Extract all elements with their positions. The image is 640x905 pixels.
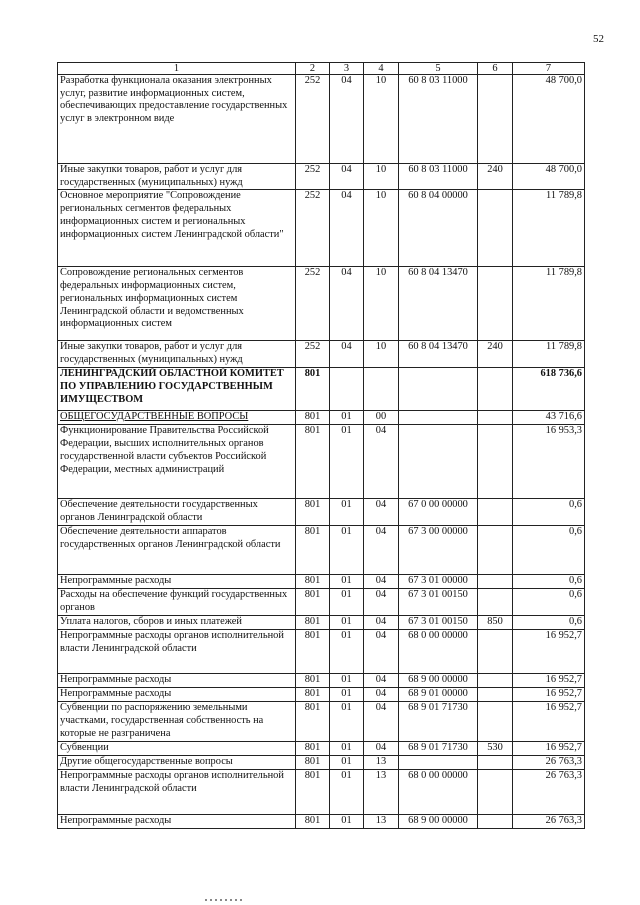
row-rz: 01 [330, 815, 364, 829]
scan-artifact [205, 899, 245, 901]
row-sum: 0,6 [513, 589, 585, 616]
row-csr: 60 8 03 11000 [399, 164, 478, 190]
row-rz: 01 [330, 756, 364, 770]
row-ved: 801 [296, 526, 330, 575]
row-csr: 68 9 01 71730 [399, 742, 478, 756]
row-name: Основное мероприятие "Сопровождение региональных сегментов федеральных информационных систем и региональных информационных систем Ленинградской области" [58, 190, 296, 267]
row-csr: 68 9 01 71730 [399, 702, 478, 742]
row-ved: 252 [296, 75, 330, 164]
row-pr: 13 [364, 815, 399, 829]
row-sum: 16 952,7 [513, 674, 585, 688]
row-ved: 801 [296, 499, 330, 526]
row-vr [478, 425, 513, 499]
row-vr [478, 75, 513, 164]
row-name: Другие общегосударственные вопросы [58, 756, 296, 770]
row-name: Непрограммные расходы органов исполнительной власти Ленинградской области [58, 770, 296, 815]
row-name: Сопровождение региональных сегментов федеральных информационных систем, региональных информационных систем Ленинградской области и ведомственных информационных систем [58, 267, 296, 341]
row-name: Уплата налогов, сборов и иных платежей [58, 616, 296, 630]
row-csr: 68 9 01 00000 [399, 688, 478, 702]
row-pr: 10 [364, 341, 399, 368]
row-name: Непрограммные расходы [58, 688, 296, 702]
row-vr [478, 411, 513, 425]
row-vr [478, 589, 513, 616]
col-header-csr: 5 [399, 63, 478, 75]
row-sum: 0,6 [513, 499, 585, 526]
row-rz: 01 [330, 575, 364, 589]
row-vr [478, 526, 513, 575]
row-csr: 67 3 01 00150 [399, 616, 478, 630]
row-sum: 16 952,7 [513, 630, 585, 674]
row-ved: 801 [296, 425, 330, 499]
page-number: 52 [593, 33, 604, 45]
row-vr [478, 688, 513, 702]
row-ved: 801 [296, 815, 330, 829]
row-sum: 16 952,7 [513, 702, 585, 742]
table-row [58, 589, 585, 616]
row-name: Иные закупки товаров, работ и услуг для государственных (муниципальных) нужд [58, 164, 296, 190]
row-rz: 04 [330, 164, 364, 190]
row-ved: 801 [296, 688, 330, 702]
row-csr: 68 0 00 00000 [399, 630, 478, 674]
row-vr [478, 815, 513, 829]
row-rz: 01 [330, 616, 364, 630]
row-csr [399, 368, 478, 411]
row-ved: 252 [296, 164, 330, 190]
col-header-pr: 4 [364, 63, 399, 75]
row-name: Непрограммные расходы [58, 815, 296, 829]
row-pr: 04 [364, 425, 399, 499]
row-sum: 0,6 [513, 616, 585, 630]
row-rz: 01 [330, 688, 364, 702]
row-name: ОБЩЕГОСУДАРСТВЕННЫЕ ВОПРОСЫ [58, 411, 296, 425]
row-vr [478, 190, 513, 267]
row-pr: 04 [364, 526, 399, 575]
row-sum: 0,6 [513, 575, 585, 589]
row-csr: 67 3 01 00000 [399, 575, 478, 589]
row-name: Непрограммные расходы [58, 575, 296, 589]
row-ved: 801 [296, 589, 330, 616]
row-name: Иные закупки товаров, работ и услуг для государственных (муниципальных) нужд [58, 341, 296, 368]
row-vr [478, 368, 513, 411]
row-rz: 01 [330, 589, 364, 616]
row-rz [330, 368, 364, 411]
table-row [58, 770, 585, 815]
row-ved: 801 [296, 770, 330, 815]
row-name: Функционирование Правительства Российской Федерации, высших исполнительных органов государственной власти субъектов Российской Федерации, местных администраций [58, 425, 296, 499]
row-ved: 801 [296, 411, 330, 425]
row-sum: 16 952,7 [513, 742, 585, 756]
table-row [58, 425, 585, 499]
row-ved: 801 [296, 702, 330, 742]
budget-table [57, 62, 585, 829]
row-vr [478, 575, 513, 589]
row-rz: 01 [330, 425, 364, 499]
row-ved: 801 [296, 630, 330, 674]
row-vr [478, 756, 513, 770]
row-pr: 10 [364, 267, 399, 341]
row-sum: 0,6 [513, 526, 585, 575]
table-row [58, 702, 585, 742]
row-sum: 11 789,8 [513, 267, 585, 341]
table-row [58, 674, 585, 688]
row-vr: 850 [478, 616, 513, 630]
table-row [58, 75, 585, 164]
row-pr: 04 [364, 616, 399, 630]
row-ved: 252 [296, 190, 330, 267]
row-csr: 60 8 03 11000 [399, 75, 478, 164]
row-vr: 240 [478, 341, 513, 368]
row-name: Разработка функционала оказания электронных услуг, развитие информационных систем, обеспечивающих предоставление государственных услуг в электронном виде [58, 75, 296, 164]
row-rz: 01 [330, 742, 364, 756]
row-rz: 04 [330, 341, 364, 368]
table-row [58, 526, 585, 575]
row-vr [478, 499, 513, 526]
row-csr: 60 8 04 13470 [399, 341, 478, 368]
row-pr: 04 [364, 742, 399, 756]
table-row [58, 499, 585, 526]
row-pr: 10 [364, 164, 399, 190]
row-ved: 252 [296, 267, 330, 341]
row-name: ЛЕНИНГРАДСКИЙ ОБЛАСТНОЙ КОМИТЕТ ПО УПРАВЛЕНИЮ ГОСУДАРСТВЕННЫМ ИМУЩЕСТВОМ [58, 368, 296, 411]
row-rz: 01 [330, 499, 364, 526]
col-header-rz: 3 [330, 63, 364, 75]
table-row [58, 190, 585, 267]
row-sum: 16 953,3 [513, 425, 585, 499]
row-csr: 68 0 00 00000 [399, 770, 478, 815]
row-name: Субвенции [58, 742, 296, 756]
row-csr: 67 0 00 00000 [399, 499, 478, 526]
row-sum: 26 763,3 [513, 756, 585, 770]
table-row [58, 368, 585, 411]
row-name: Расходы на обеспечение функций государственных органов [58, 589, 296, 616]
row-vr: 530 [478, 742, 513, 756]
row-rz: 01 [330, 702, 364, 742]
col-header-ved: 2 [296, 63, 330, 75]
table-row [58, 341, 585, 368]
row-pr [364, 368, 399, 411]
table-header-row [58, 63, 585, 75]
row-sum: 16 952,7 [513, 688, 585, 702]
row-sum: 26 763,3 [513, 770, 585, 815]
row-sum: 48 700,0 [513, 75, 585, 164]
row-sum: 43 716,6 [513, 411, 585, 425]
row-vr [478, 702, 513, 742]
table-row [58, 616, 585, 630]
row-csr: 60 8 04 13470 [399, 267, 478, 341]
table-row [58, 630, 585, 674]
row-pr: 04 [364, 499, 399, 526]
row-csr [399, 425, 478, 499]
table-row [58, 164, 585, 190]
row-rz: 04 [330, 190, 364, 267]
col-header-sum: 7 [513, 63, 585, 75]
row-ved: 801 [296, 368, 330, 411]
row-pr: 13 [364, 756, 399, 770]
row-sum: 48 700,0 [513, 164, 585, 190]
row-rz: 01 [330, 674, 364, 688]
row-csr: 60 8 04 00000 [399, 190, 478, 267]
row-name: Субвенции по распоряжению земельными участками, государственная собственность на которые не разграничена [58, 702, 296, 742]
row-rz: 01 [330, 526, 364, 575]
row-rz: 04 [330, 75, 364, 164]
row-csr: 67 3 00 00000 [399, 526, 478, 575]
row-rz: 01 [330, 411, 364, 425]
row-sum: 618 736,6 [513, 368, 585, 411]
row-vr [478, 630, 513, 674]
row-vr [478, 674, 513, 688]
row-csr: 68 9 00 00000 [399, 674, 478, 688]
table-row [58, 815, 585, 829]
row-pr: 10 [364, 75, 399, 164]
table-row [58, 688, 585, 702]
row-ved: 801 [296, 756, 330, 770]
row-ved: 801 [296, 742, 330, 756]
row-pr: 04 [364, 702, 399, 742]
row-vr [478, 267, 513, 341]
row-rz: 04 [330, 267, 364, 341]
col-header-vr: 6 [478, 63, 513, 75]
row-ved: 801 [296, 616, 330, 630]
table-row [58, 267, 585, 341]
row-pr: 04 [364, 674, 399, 688]
row-csr [399, 756, 478, 770]
row-rz: 01 [330, 770, 364, 815]
row-pr: 04 [364, 688, 399, 702]
row-csr: 68 9 00 00000 [399, 815, 478, 829]
row-pr: 04 [364, 589, 399, 616]
row-sum: 26 763,3 [513, 815, 585, 829]
row-pr: 13 [364, 770, 399, 815]
row-csr: 67 3 01 00150 [399, 589, 478, 616]
row-name: Непрограммные расходы органов исполнительной власти Ленинградской области [58, 630, 296, 674]
row-vr: 240 [478, 164, 513, 190]
row-name: Непрограммные расходы [58, 674, 296, 688]
table-row [58, 411, 585, 425]
row-pr: 04 [364, 630, 399, 674]
row-rz: 01 [330, 630, 364, 674]
row-sum: 11 789,8 [513, 341, 585, 368]
row-ved: 801 [296, 674, 330, 688]
row-vr [478, 770, 513, 815]
row-ved: 252 [296, 341, 330, 368]
row-pr: 10 [364, 190, 399, 267]
row-ved: 801 [296, 575, 330, 589]
table-row [58, 756, 585, 770]
table-row [58, 575, 585, 589]
row-name: Обеспечение деятельности государственных органов Ленинградской области [58, 499, 296, 526]
row-sum: 11 789,8 [513, 190, 585, 267]
row-name: Обеспечение деятельности аппаратов государственных органов Ленинградской области [58, 526, 296, 575]
row-csr [399, 411, 478, 425]
row-pr: 04 [364, 575, 399, 589]
table-row [58, 742, 585, 756]
row-pr: 00 [364, 411, 399, 425]
col-header-name: 1 [58, 63, 296, 75]
